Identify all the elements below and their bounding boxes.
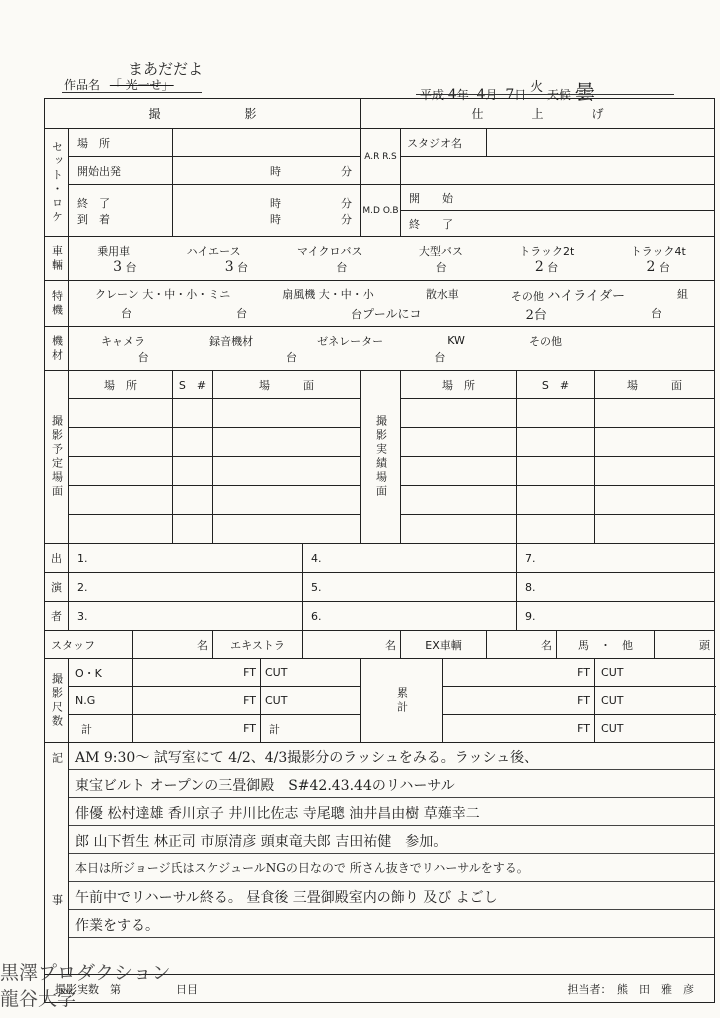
staff-count bbox=[133, 631, 213, 659]
notes-label: 記 事 bbox=[50, 752, 64, 965]
film-total-label-2: 計 bbox=[269, 722, 280, 736]
equipment-labels bbox=[69, 333, 714, 349]
cast-side-1 bbox=[45, 544, 69, 573]
horse-cell bbox=[557, 631, 655, 659]
memo-rule bbox=[69, 909, 714, 910]
equipment-audio-label: 録音機材 bbox=[209, 334, 254, 348]
film-ok-label: O・K bbox=[75, 666, 102, 680]
special-other-label: その他 bbox=[510, 289, 544, 303]
start-label: 開始出発 bbox=[77, 164, 121, 178]
film-ng-label: N.G bbox=[75, 694, 96, 707]
end-arrive-time bbox=[173, 185, 361, 237]
start-hour-unit: 時 bbox=[270, 164, 282, 178]
place-value bbox=[173, 129, 361, 157]
cast-number-9: 9. bbox=[525, 609, 536, 623]
film-ft-unit: FT bbox=[577, 666, 591, 679]
vehicles-side bbox=[45, 237, 69, 281]
film-ft-unit: FT bbox=[243, 722, 256, 735]
cast-number-5: 5. bbox=[311, 580, 322, 594]
studio-value bbox=[487, 129, 715, 157]
special-water-label: 散水車 bbox=[425, 288, 459, 301]
actual-side bbox=[361, 371, 401, 544]
equipment-other-label: その他 bbox=[528, 334, 562, 348]
arrive-minute-unit: 分 bbox=[341, 212, 353, 226]
memo-rule bbox=[69, 853, 714, 854]
scene-cell bbox=[595, 515, 715, 544]
cast-number-3: 3. bbox=[77, 609, 88, 623]
end-hour-unit: 時 bbox=[270, 196, 282, 210]
actual-col-place bbox=[401, 371, 517, 399]
cast-cell-2 bbox=[69, 573, 303, 602]
scene-cell bbox=[173, 428, 213, 457]
scene-cell bbox=[401, 515, 517, 544]
vehicle-truck2-value: 2 bbox=[534, 258, 544, 275]
notes-side bbox=[45, 743, 69, 975]
planned-col-s bbox=[173, 371, 213, 399]
cast-cell-3 bbox=[69, 602, 303, 631]
vehicle-unit: 台 bbox=[336, 260, 348, 274]
end-arrive-cell bbox=[69, 185, 173, 237]
film-label: 撮影尺数 bbox=[50, 672, 64, 729]
horse-count bbox=[655, 631, 715, 659]
note-line-5: 本日は所ジョージ氏はスケジュールNGの日なので 所さん抜きでリハーサルをする。 bbox=[75, 861, 529, 875]
footer-actual-days: 撮影実数 bbox=[55, 982, 99, 996]
cast-label-3: 者 bbox=[51, 610, 62, 623]
shiage-label: 仕 上 げ bbox=[471, 107, 604, 121]
satsuei-label: 撮 影 bbox=[148, 107, 257, 121]
date-year: 4 bbox=[447, 87, 457, 103]
vehicle-unit: 台 bbox=[125, 260, 137, 274]
cast-cell-9 bbox=[517, 602, 715, 631]
equipment-camera-label: キャメラ bbox=[101, 334, 146, 348]
note-line-4: 郎 山下哲生 林正司 市原清彦 頭東竜夫郎 吉田祐健 参加。 bbox=[75, 834, 448, 850]
scene-cell bbox=[69, 515, 173, 544]
vehicle-hiace-label: ハイエース bbox=[186, 244, 241, 258]
film-side bbox=[45, 659, 69, 743]
film-cut-unit: CUT bbox=[601, 722, 624, 735]
special-side bbox=[45, 281, 69, 327]
equipment-cell bbox=[69, 327, 715, 371]
note-line-2: 東宝ビルト オープンの三畳御殿 S#42.43.44のリハーサル bbox=[75, 778, 455, 794]
scene-cell bbox=[69, 399, 173, 428]
equipment-values bbox=[69, 349, 714, 365]
film-cum-label: 累計 bbox=[395, 686, 409, 715]
scene-cell bbox=[213, 428, 361, 457]
vehicles-cell bbox=[69, 237, 715, 281]
footer-day-unit: 第 bbox=[110, 982, 121, 996]
film-total-cut bbox=[261, 715, 361, 743]
scene-cell bbox=[595, 428, 715, 457]
film-cut-unit: CUT bbox=[601, 694, 624, 707]
equipment-kw-label: KW bbox=[447, 334, 465, 347]
extra-unit: 名 bbox=[385, 638, 397, 652]
start-cell bbox=[69, 157, 173, 185]
film-cum-cut-1 bbox=[595, 659, 715, 687]
vehicle-car-value: 3 bbox=[113, 258, 123, 275]
film-cut-unit: CUT bbox=[601, 666, 624, 679]
special-cell bbox=[69, 281, 715, 327]
film-cum-ft-3 bbox=[443, 715, 595, 743]
vehicle-unit: 台 bbox=[435, 260, 447, 274]
equipment-audio-unit: 台 bbox=[286, 350, 298, 364]
studio-label: スタジオ名 bbox=[407, 136, 463, 150]
cast-side-2 bbox=[45, 573, 69, 602]
notes-area bbox=[69, 743, 715, 975]
special-other-handwritten-2: プールにコ bbox=[362, 306, 422, 321]
scene-cell bbox=[173, 515, 213, 544]
arrive-label: 到 着 bbox=[77, 212, 110, 226]
scene-cell bbox=[595, 486, 715, 515]
film-ok-cell bbox=[69, 659, 133, 687]
film-cum-cut-2 bbox=[595, 687, 715, 715]
title-underline bbox=[62, 92, 202, 93]
cast-cell-4 bbox=[303, 544, 517, 573]
start-time bbox=[173, 157, 361, 185]
ex-car-count bbox=[487, 631, 557, 659]
scene-cell bbox=[517, 399, 595, 428]
special-other-count: 2台 bbox=[525, 307, 547, 323]
vehicle-bus-label: 大型バス bbox=[418, 244, 463, 258]
ex-car-cell bbox=[401, 631, 487, 659]
film-ng-cut bbox=[261, 687, 361, 715]
staff-label: スタッフ bbox=[51, 638, 95, 652]
shiage-start-label: 開 始 bbox=[409, 191, 454, 205]
place-cell bbox=[69, 129, 173, 157]
special-fan-unit: 台 bbox=[236, 307, 248, 320]
weather-label: 天候 bbox=[546, 88, 571, 102]
studio-cell bbox=[401, 129, 487, 157]
special-label: 特機 bbox=[50, 289, 64, 318]
film-ft-unit: FT bbox=[243, 666, 256, 679]
scene-cell bbox=[517, 515, 595, 544]
equipment-generator-label: ゼネレーター bbox=[317, 334, 384, 348]
scene-cell bbox=[213, 457, 361, 486]
scene-cell bbox=[517, 428, 595, 457]
film-ft-unit: FT bbox=[243, 694, 256, 707]
memo-rule bbox=[69, 825, 714, 826]
scene-cell bbox=[517, 457, 595, 486]
title-handwritten: まあだだよ bbox=[128, 60, 204, 78]
vehicle-car-label: 乗用車 bbox=[97, 244, 131, 258]
special-values bbox=[69, 304, 714, 323]
film-cum-ft-1 bbox=[443, 659, 595, 687]
date-weekday: 火 bbox=[530, 80, 544, 95]
end-label: 終 了 bbox=[77, 196, 110, 210]
ar-rs-label: A.R R.S bbox=[364, 151, 397, 162]
set-loke-side bbox=[45, 129, 69, 237]
cast-label-2: 演 bbox=[51, 581, 62, 594]
planned-side bbox=[45, 371, 69, 544]
notes-lines bbox=[69, 743, 714, 974]
cast-number-2: 2. bbox=[77, 580, 88, 594]
note-line-3: 俳優 松村達雄 香川京子 井川比佐志 寺尾聰 油井昌由樹 草薙幸二 bbox=[75, 806, 480, 822]
date-underline bbox=[416, 94, 674, 95]
scene-cell bbox=[401, 399, 517, 428]
vehicle-unit: 台 bbox=[237, 260, 249, 274]
satsuei-header bbox=[45, 99, 361, 129]
watermark-line-1: 黒澤プロダクション bbox=[0, 962, 171, 984]
film-cut-unit: CUT bbox=[265, 666, 288, 679]
scene-cell bbox=[401, 486, 517, 515]
scene-cell bbox=[213, 515, 361, 544]
studio-empty bbox=[401, 157, 715, 185]
note-line-6: 午前中でリハーサル終る。 昼食後 三畳御殿室内の飾り 及び よごし bbox=[75, 890, 498, 906]
memo-rule bbox=[69, 769, 714, 770]
memo-rule bbox=[69, 797, 714, 798]
planned-col-scene-label: 場 面 bbox=[259, 378, 314, 392]
film-total-label: 計 bbox=[81, 722, 92, 736]
report-form bbox=[44, 98, 715, 1003]
scene-cell bbox=[69, 457, 173, 486]
film-cum-cut-3 bbox=[595, 715, 715, 743]
set-loke-label: セット・ロケ bbox=[50, 140, 64, 225]
equipment-camera-unit: 台 bbox=[137, 350, 149, 364]
cast-cell-1 bbox=[69, 544, 303, 573]
actual-label: 撮影実績場面 bbox=[374, 415, 388, 499]
ex-car-label: EX車輌 bbox=[425, 638, 462, 652]
date-month-unit: 月 bbox=[485, 88, 498, 102]
title-printed: 「 光一せ」 bbox=[109, 78, 174, 92]
vehicles-values bbox=[69, 259, 714, 275]
date-month: 4 bbox=[476, 87, 486, 103]
watermark-line-2: 龍谷大学 bbox=[0, 988, 77, 1010]
cast-cell-8 bbox=[517, 573, 715, 602]
footer-person-name: 熊 田 雅 彦 bbox=[617, 982, 695, 996]
special-water-unit: 台 bbox=[351, 307, 363, 321]
actual-col-s bbox=[517, 371, 595, 399]
equipment-kw-unit: 台 bbox=[434, 350, 446, 364]
cast-cell-5 bbox=[303, 573, 517, 602]
scene-cell bbox=[595, 457, 715, 486]
scene-cell bbox=[69, 428, 173, 457]
scene-cell bbox=[401, 428, 517, 457]
shiage-end-label: 終 了 bbox=[409, 217, 454, 231]
scene-cell bbox=[595, 399, 715, 428]
vehicles-labels bbox=[69, 243, 714, 259]
film-total-cell bbox=[69, 715, 133, 743]
vehicles-label: 車輛 bbox=[50, 244, 64, 273]
footer-person-label: 担当者： bbox=[567, 982, 607, 996]
film-total-ft bbox=[133, 715, 261, 743]
date-day: 7 bbox=[505, 87, 515, 103]
date-era: 平成 bbox=[420, 88, 445, 102]
memo-rule bbox=[69, 881, 714, 882]
end-minute-unit: 分 bbox=[341, 196, 353, 210]
actual-col-scene bbox=[595, 371, 715, 399]
note-line-7: 作業をする。 bbox=[75, 918, 159, 934]
arrive-hour-unit: 時 bbox=[270, 212, 282, 226]
planned-col-scene bbox=[213, 371, 361, 399]
scene-cell bbox=[517, 486, 595, 515]
vehicle-unit: 台 bbox=[658, 260, 670, 274]
weather-value: 曇 bbox=[574, 80, 595, 104]
start-minute-unit: 分 bbox=[341, 164, 353, 178]
horse-unit: 頭 bbox=[699, 638, 711, 652]
film-ok-cut bbox=[261, 659, 361, 687]
planned-col-s-label: S # bbox=[178, 378, 207, 392]
vehicle-truck2-label: トラック2t bbox=[519, 244, 575, 258]
special-set-label: 組 bbox=[676, 288, 688, 301]
equipment-side bbox=[45, 327, 69, 371]
staff-unit: 名 bbox=[197, 638, 208, 652]
vehicle-unit: 台 bbox=[547, 260, 559, 274]
memo-rule bbox=[69, 937, 714, 938]
film-ft-unit: FT bbox=[577, 694, 591, 707]
place-label: 場 所 bbox=[77, 136, 110, 150]
footer-day-unit-2: 日目 bbox=[176, 982, 198, 996]
md-ob-label: M.D O.B bbox=[362, 205, 399, 216]
extra-cell bbox=[213, 631, 303, 659]
scene-cell bbox=[401, 457, 517, 486]
special-set-unit: 台 bbox=[650, 307, 662, 320]
vehicle-truck4-label: トラック4t bbox=[630, 244, 686, 258]
film-ng-ft bbox=[133, 687, 261, 715]
cast-number-6: 6. bbox=[311, 609, 322, 623]
cast-number-1: 1. bbox=[77, 551, 88, 565]
scene-cell bbox=[173, 457, 213, 486]
md-ob-cell bbox=[361, 185, 401, 237]
cast-cell-6 bbox=[303, 602, 517, 631]
scene-cell bbox=[173, 486, 213, 515]
ex-car-unit: 名 bbox=[541, 638, 553, 652]
shiage-header bbox=[361, 99, 715, 129]
shiage-start-end bbox=[401, 185, 715, 237]
special-fan-label: 扇風機 大・中・小 bbox=[282, 288, 374, 301]
film-ft-unit: FT bbox=[577, 722, 591, 735]
special-labels bbox=[69, 285, 714, 304]
date-day-unit: 日 bbox=[514, 88, 527, 102]
extra-label: エキストラ bbox=[230, 638, 285, 652]
planned-col-place bbox=[69, 371, 173, 399]
cast-number-4: 4. bbox=[311, 551, 322, 565]
scene-cell bbox=[213, 399, 361, 428]
special-other-handwritten: ハイライダー bbox=[547, 288, 625, 304]
film-cum-ft-2 bbox=[443, 687, 595, 715]
cast-label-1: 出 bbox=[51, 552, 62, 565]
vehicle-truck4-value: 2 bbox=[646, 258, 656, 275]
date-year-unit: 年 bbox=[456, 88, 469, 102]
film-cum-side bbox=[361, 659, 443, 743]
cast-cell-7 bbox=[517, 544, 715, 573]
actual-col-s-label: S # bbox=[541, 378, 570, 392]
equipment-label: 機材 bbox=[50, 334, 64, 363]
vehicle-microbus-label: マイクロバス bbox=[296, 244, 363, 258]
extra-count bbox=[303, 631, 401, 659]
actual-col-place-label: 場 所 bbox=[442, 378, 476, 392]
note-line-1: AM 9:30〜 試写室にて 4/2、4/3撮影分のラッシュをみる。ラッシュ後、 bbox=[75, 750, 539, 766]
film-cut-unit: CUT bbox=[265, 694, 288, 707]
special-crane-label: クレーン 大・中・小・ミニ bbox=[95, 288, 231, 301]
special-crane-unit: 台 bbox=[121, 307, 133, 320]
horse-label: 馬 ・ 他 bbox=[578, 638, 634, 652]
title-label: 作品名 bbox=[64, 78, 101, 92]
vehicle-hiace-value: 3 bbox=[224, 258, 234, 275]
planned-label: 撮影予定場面 bbox=[50, 415, 64, 499]
staff-cell bbox=[45, 631, 133, 659]
scene-cell bbox=[173, 399, 213, 428]
actual-col-scene-label: 場 面 bbox=[627, 378, 683, 392]
planned-col-place-label: 場 所 bbox=[104, 378, 137, 392]
cast-number-8: 8. bbox=[525, 580, 536, 594]
cast-number-7: 7. bbox=[525, 551, 536, 565]
film-ng-cell bbox=[69, 687, 133, 715]
scene-cell bbox=[213, 486, 361, 515]
ar-rs-cell bbox=[361, 129, 401, 185]
film-ok-ft bbox=[133, 659, 261, 687]
scene-cell bbox=[69, 486, 173, 515]
cast-side-3 bbox=[45, 602, 69, 631]
